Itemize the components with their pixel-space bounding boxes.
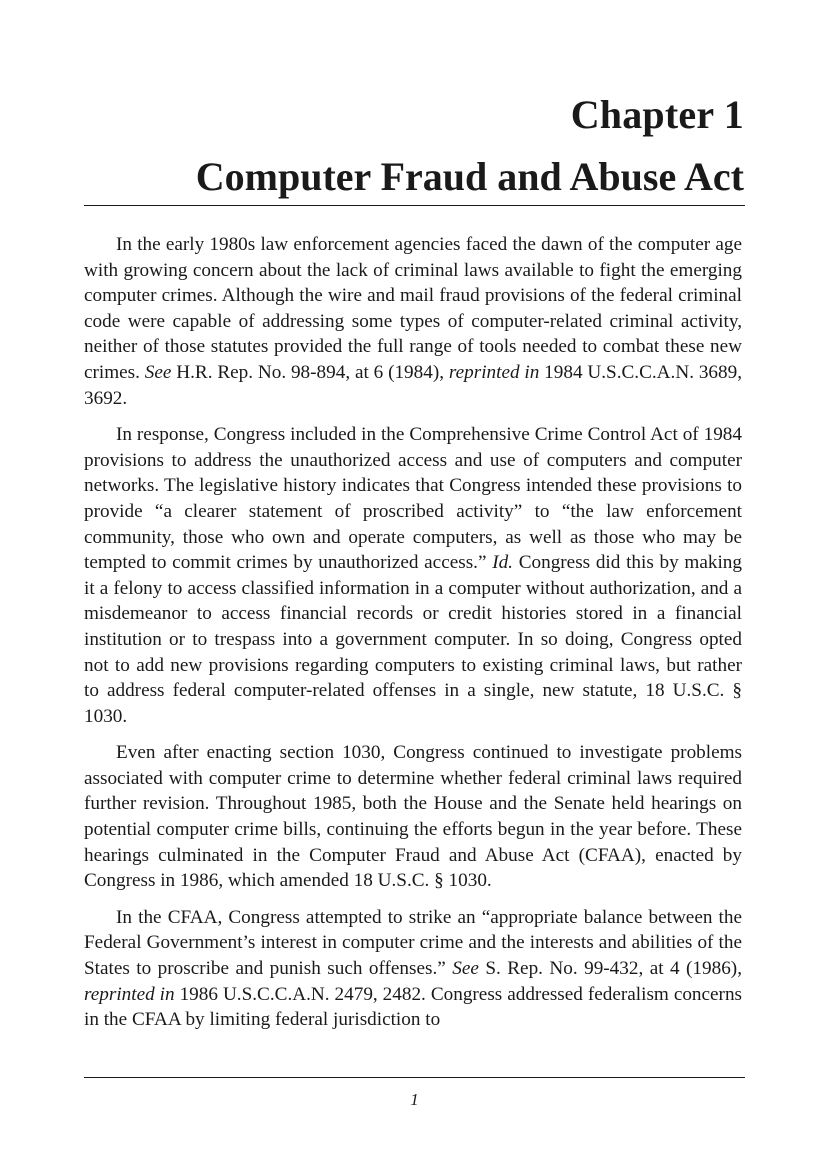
text-run: Even after enacting section 1030, Congress continued to investigate problems associated with computer crime to determine whether federal criminal laws required further revision. Throughout 1985, both the House and the Senate held hearings on potential computer crime bills, continuing the efforts begun in the year before. These hearings culminated in the Computer Fraud and Abuse Act (CFAA), enacted by Congress in 1986, which amended 18 U.S.C. § 1030.: [84, 742, 742, 892]
text-run: 1984 U.S.C.C.A.N. 3689, 3692.: [84, 361, 742, 409]
chapter-number: Chapter 1: [570, 92, 744, 137]
italic-text: Id.: [492, 552, 513, 574]
paragraph: [84, 422, 742, 729]
paragraph: [84, 740, 742, 894]
footer-rule: [84, 1077, 745, 1078]
text-run: In response, Congress included in the Comprehensive Crime Control Act of 1984 provisions to address the unauthorized access and use of computers and computer networks. The legislative history indicates that Congress intended these provisions to provide “a clearer statement of proscribed activity” to “the law enforcement community, those who own and operate computers, as well as those who may be tempted to commit crimes by unauthorized access.”: [84, 424, 742, 574]
paragraph: [84, 232, 742, 411]
text-run: 1986 U.S.C.C.A.N. 2479, 2482. Congress addressed federalism concerns in the CFAA by limiting federal jurisdiction to: [84, 983, 743, 1031]
text-run: H.R. Rep. No. 98-894, at 6 (1984),: [171, 361, 449, 383]
italic-text: See: [144, 361, 172, 383]
paragraph: [84, 905, 742, 1033]
text-run: S. Rep. No. 99-432, at 4 (1986),: [478, 958, 742, 980]
italic-text: reprinted in: [84, 983, 175, 1005]
text-run: In the CFAA, Congress attempted to strike an “appropriate balance between the Federal Government’s interest in computer crime and the interests and abilities of the States to proscribe and punish such offenses.”: [84, 906, 742, 980]
chapter-title: Computer Fraud and Abuse Act: [195, 154, 744, 199]
body-text: [84, 232, 742, 1044]
page-number: 1: [410, 1090, 419, 1109]
text-run: Congress did this by making it a felony to access classified information in a computer without authorization, and a misdemeanor to access financial records or credit histories stored in a financial institution or to trespass into a government computer. In so doing, Congress opted not to add new provisions regarding computers to existing criminal laws, but rather to address federal computer-related offenses in a single, new statute, 18 U.S.C. § 1030.: [84, 552, 742, 727]
text-run: In the early 1980s law enforcement agencies faced the dawn of the computer age with growing concern about the lack of criminal laws available to fight the emerging computer crimes. Although the wire and mail fraud provisions of the federal criminal code were capable of addressing some types of computer-related criminal activity, neither of those statutes provided the full range of tools needed to combat these new crimes.: [84, 234, 742, 383]
heading-rule: [84, 205, 745, 206]
chapter-heading: [84, 88, 744, 204]
italic-text: reprinted in: [448, 361, 540, 383]
italic-text: See: [452, 958, 479, 980]
